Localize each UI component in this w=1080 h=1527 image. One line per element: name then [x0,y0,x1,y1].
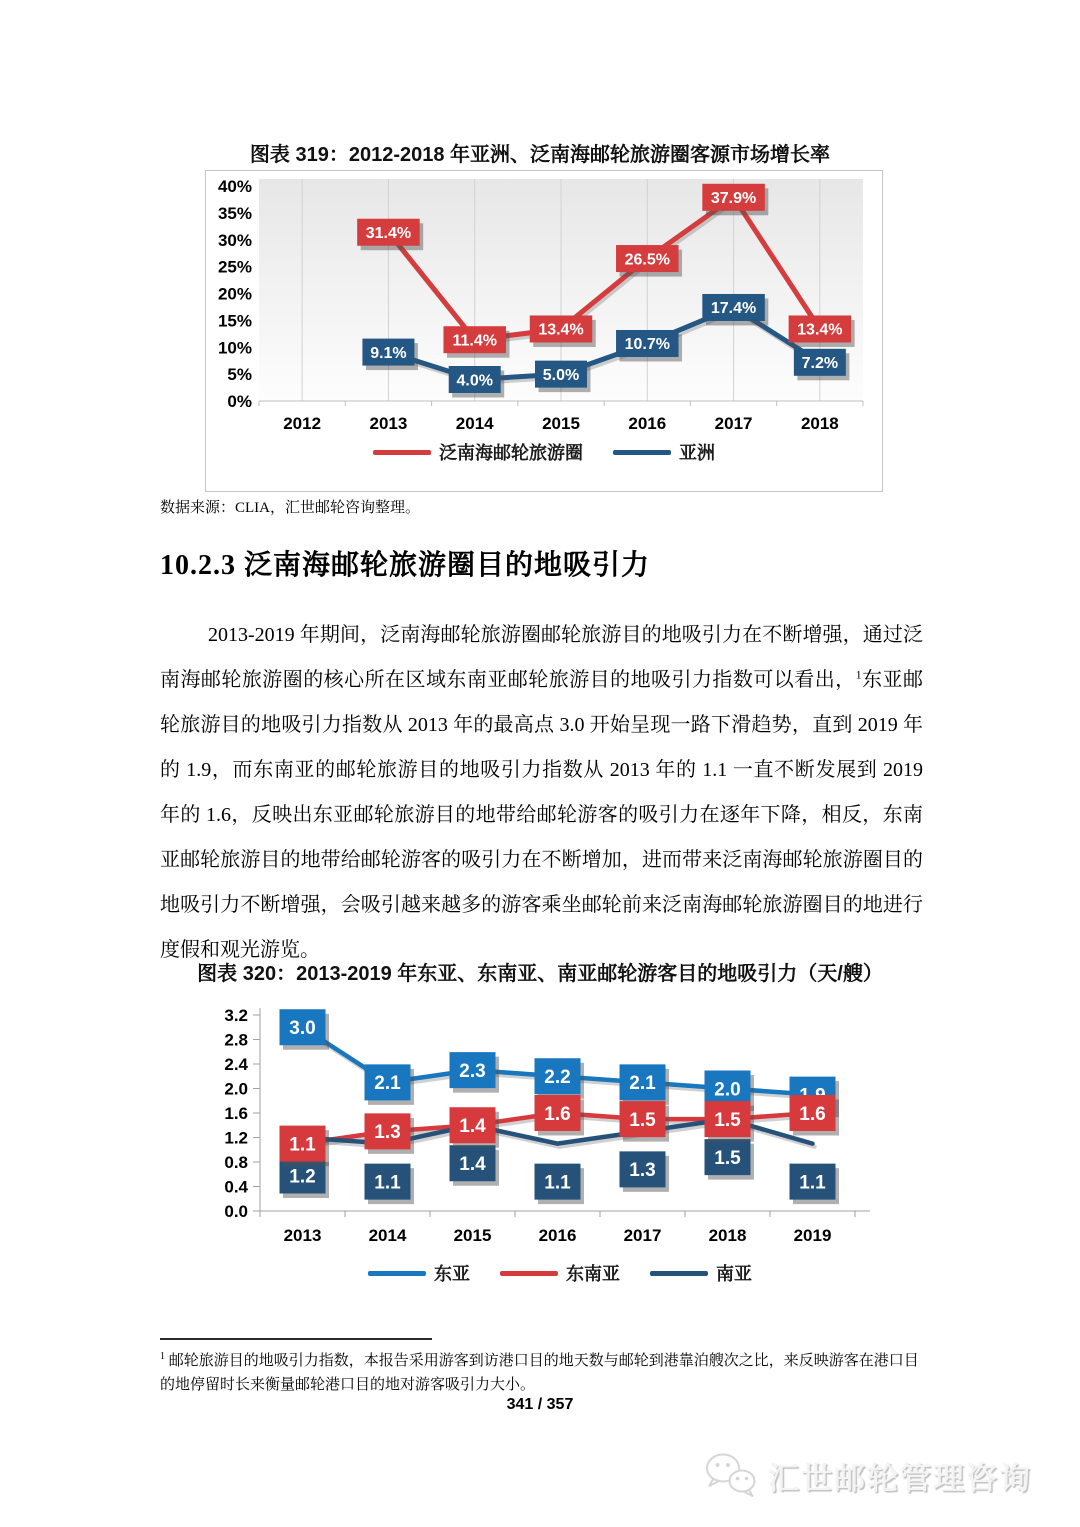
svg-text:2015: 2015 [542,414,580,433]
svg-text:3.2: 3.2 [224,1006,248,1025]
svg-text:2.0: 2.0 [714,1079,741,1101]
legend-item-asia [613,439,715,465]
svg-text:20%: 20% [217,284,252,304]
footnote-ref-sup: 1 [855,667,862,682]
svg-text:0.0: 0.0 [224,1202,248,1221]
wechat-icon [704,1452,758,1498]
data-source-note: 数据来源：CLIA，汇世邮轮咨询整理。 [160,500,420,516]
svg-text:9.1%: 9.1% [370,344,407,362]
svg-text:37.9%: 37.9% [710,190,757,208]
body-paragraph [160,613,923,973]
svg-text:1.1: 1.1 [799,1172,826,1194]
paragraph-text-1: 2013-2019 年期间，泛南海邮轮旅游圈邮轮旅游目的地吸引力在不断增强，通过泛南海邮轮旅游圈的核心所在区域东南亚邮轮旅游目的地吸引力指数可以看出， [160,624,923,691]
svg-text:13.4%: 13.4% [538,321,584,339]
svg-text:2.3: 2.3 [459,1060,486,1082]
svg-text:4.0%: 4.0% [456,372,493,390]
svg-text:2.8: 2.8 [224,1030,248,1050]
svg-text:1.4: 1.4 [459,1154,486,1176]
svg-text:1.6: 1.6 [544,1103,571,1125]
svg-text:17.4%: 17.4% [710,300,757,318]
legend-label-south-asia: 南亚 [716,1264,752,1284]
figure-319-title: 图表 319：2012-2018 年亚洲、泛南海邮轮旅游圈客源市场增长率 [249,144,831,166]
svg-text:1.5: 1.5 [629,1109,656,1131]
figure-320-legend [180,1260,940,1286]
legend-item-east-asia [368,1260,470,1286]
svg-text:1.5: 1.5 [714,1147,741,1169]
page-number: 341 / 357 [506,1396,574,1413]
figure-320-chart [180,998,940,1298]
footnote-text-line [160,1349,928,1397]
svg-text:10%: 10% [217,338,252,358]
legend-label-east-asia: 东亚 [434,1264,470,1284]
footnote [160,1338,928,1397]
svg-text:2012: 2012 [283,414,322,433]
legend-item-pannanhai [373,439,583,465]
footnote-divider [160,1338,432,1340]
svg-text:2016: 2016 [538,1226,577,1245]
svg-text:5%: 5% [227,365,252,385]
svg-text:1.5: 1.5 [714,1109,741,1131]
svg-text:2.2: 2.2 [544,1067,571,1089]
svg-text:3.0: 3.0 [289,1018,316,1040]
svg-text:11.4%: 11.4% [452,332,497,350]
svg-text:2017: 2017 [623,1226,662,1245]
svg-text:1.6: 1.6 [799,1103,826,1125]
legend-label-pannanhai: 泛南海邮轮旅游圈 [439,443,583,463]
svg-text:15%: 15% [217,311,252,331]
svg-text:0.8: 0.8 [224,1153,248,1172]
svg-text:2016: 2016 [628,414,667,433]
paragraph-text-2: 东亚邮轮旅游目的地吸引力指数从 2013 年的最高点 3.0 开始呈现一路下滑趋势，直到 2019 年的 1.9，而东南亚的邮轮旅游目的地吸引力指数从 2013 年的 1.1 一直不断发展到 2019 年的 1.6，反映出东亚邮轮旅游目的地带给邮轮游客的吸引力在逐年下降，相反，东南亚邮轮旅游目的地带给邮轮游客的吸引力在不断增加，进而带来泛南海邮轮旅游圈目的地吸引力不断增强，会吸引越来越多的游客乘坐邮轮前来泛南海邮轮旅游圈目的地进行度假和观光游览。 [160,669,924,961]
svg-text:7.2%: 7.2% [801,355,839,373]
svg-text:25%: 25% [217,257,252,277]
legend-item-southeast-asia [500,1260,620,1286]
svg-text:2014: 2014 [455,414,494,433]
svg-text:2013: 2013 [369,414,408,433]
svg-text:1.1: 1.1 [289,1134,316,1156]
figure-319-chart [205,170,883,492]
section-heading: 10.2.3 泛南海邮轮旅游圈目的地吸引力 [160,550,651,581]
svg-text:2.1: 2.1 [629,1073,656,1095]
svg-text:1.6: 1.6 [224,1104,248,1123]
svg-text:1.2: 1.2 [289,1166,316,1188]
svg-text:2015: 2015 [453,1226,492,1245]
svg-text:10.7%: 10.7% [624,336,670,354]
legend-label-asia: 亚洲 [679,443,715,463]
svg-text:13.4%: 13.4% [797,321,843,339]
darkblue-line-swatch [650,1271,708,1276]
red-line-swatch-2 [500,1271,558,1276]
navy-line-swatch [613,450,671,455]
svg-text:2018: 2018 [708,1226,747,1245]
svg-text:5.0%: 5.0% [542,366,580,384]
svg-text:0.4: 0.4 [224,1177,248,1197]
svg-text:1.3: 1.3 [629,1160,656,1182]
footnote-text: 邮轮旅游目的地吸引力指数，本报告采用游客到访港口目的地天数与邮轮到港靠泊艘次之比，来反映游客在港口目的地停留时长来衡量邮轮港口目的地对游客吸引力大小。 [160,1353,919,1393]
red-line-swatch [373,450,431,455]
svg-text:2019: 2019 [793,1226,832,1245]
svg-text:1.3: 1.3 [374,1122,401,1144]
svg-text:26.5%: 26.5% [624,251,670,269]
figure-320-line-chart-svg [180,998,940,1298]
svg-text:31.4%: 31.4% [365,224,412,242]
svg-text:1.1: 1.1 [374,1172,401,1194]
svg-text:2017: 2017 [714,414,753,433]
watermark-text: 汇世邮轮管理咨询 [768,1460,1032,1496]
svg-text:1.4: 1.4 [459,1116,486,1138]
svg-text:2018: 2018 [800,414,839,433]
svg-text:2013: 2013 [283,1226,322,1245]
svg-text:1.1: 1.1 [544,1172,571,1194]
svg-text:2.4: 2.4 [224,1055,248,1074]
svg-text:2.0: 2.0 [224,1079,248,1099]
svg-text:30%: 30% [217,230,252,250]
legend-item-south-asia [650,1260,752,1286]
svg-text:1.2: 1.2 [224,1128,248,1148]
watermark [704,1452,1032,1498]
svg-text:0%: 0% [227,392,252,411]
legend-label-southeast-asia: 东南亚 [566,1264,620,1284]
svg-text:2.1: 2.1 [374,1073,401,1095]
footnote-sup: 1 [160,1351,165,1362]
figure-320-title: 图表 320：2013-2019 年东亚、东南亚、南亚邮轮游客目的地吸引力（天/艘） [197,963,883,985]
blue-line-swatch [368,1271,426,1276]
svg-text:35%: 35% [217,203,252,223]
svg-text:2014: 2014 [368,1226,407,1245]
figure-319-legend [206,439,882,465]
svg-text:40%: 40% [217,177,252,196]
